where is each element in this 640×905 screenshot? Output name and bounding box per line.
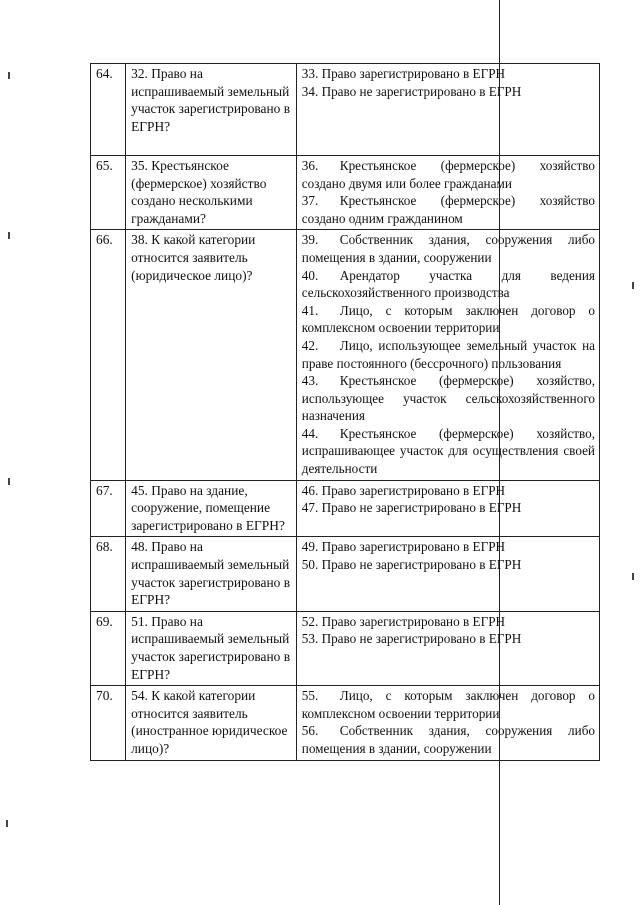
answers-cell <box>296 64 599 156</box>
answer-option: 47. Право не зарегистрировано в ЕГРН <box>301 500 522 516</box>
answer-option: 52. Право зарегистрировано в ЕГРН <box>301 613 506 629</box>
row-number: 64. <box>91 64 126 156</box>
table-row <box>91 230 600 480</box>
scan-speck <box>8 478 10 485</box>
answer-option: 49. Право зарегистрировано в ЕГРН <box>301 539 506 555</box>
answers-cell <box>296 155 599 229</box>
table-row <box>91 480 600 537</box>
answer-option: 39. Собственник здания, сооружения либо помещения в здании, сооружении <box>301 232 595 265</box>
answer-option: 33. Право зарегистрировано в ЕГРН <box>301 66 506 81</box>
scan-speck <box>632 282 634 289</box>
answer-option: 41. Лицо, с которым заключен договор о комплексном освоении территории <box>301 302 595 336</box>
answer-option: 34. Право не зарегистрировано в ЕГРН <box>301 83 522 99</box>
answer-option: 46. Право зарегистрировано в ЕГРН <box>301 482 506 498</box>
answers-cell <box>296 611 599 685</box>
question-cell: 38. К какой категории относится заявитель (юридическое лицо)? <box>126 230 297 480</box>
scan-speck <box>8 72 10 79</box>
questions-table <box>90 63 600 761</box>
answers-cell <box>296 230 599 480</box>
answer-option: 55. Лицо, с которым заключен договор о комплексном освоении территории <box>301 688 595 721</box>
scan-speck <box>6 820 8 827</box>
question-cell: 48. Право на испрашиваемый земельный участок зарегистрировано в ЕГРН? <box>126 537 297 611</box>
row-number: 68. <box>91 537 126 611</box>
scan-speck <box>8 232 10 239</box>
table-row <box>91 537 600 611</box>
row-number: 70. <box>91 686 126 760</box>
answers-cell <box>296 686 599 760</box>
table-row <box>91 686 600 760</box>
answer-option: 53. Право не зарегистрировано в ЕГРН <box>301 631 522 647</box>
answer-option: 56. Собственник здания, сооружения либо помещения в здании, сооружении <box>301 723 595 756</box>
table-row <box>91 611 600 685</box>
row-number: 65. <box>91 155 126 229</box>
row-number: 69. <box>91 611 126 685</box>
question-cell: 45. Право на здание, сооружение, помещение зарегистрировано в ЕГРН? <box>126 480 297 537</box>
answer-option: 42. Лицо, использующее земельный участок на праве постоянного (бессрочного) пользования <box>301 337 595 371</box>
question-cell: 54. К какой категории относится заявитель (иностранное юридическое лицо)? <box>126 686 297 760</box>
answer-option: 43. Крестьянское (фермерское) хозяйство, использующее участок сельскохозяйственного назначения <box>301 373 595 424</box>
question-cell: 51. Право на испрашиваемый земельный участок зарегистрировано в ЕГРН? <box>126 611 297 685</box>
answers-cell <box>296 537 599 611</box>
answer-option: 50. Право не зарегистрировано в ЕГРН <box>301 557 522 573</box>
question-cell: 35. Крестьянское (фермерское) хозяйство создано несколькими гражданами? <box>126 155 297 229</box>
answer-option: 36. Крестьянское (фермерское) хозяйство создано двумя или более гражданами <box>301 157 595 191</box>
row-number: 66. <box>91 230 126 480</box>
question-cell: 32. Право на испрашиваемый земельный участок зарегистрировано в ЕГРН? <box>126 64 297 156</box>
answer-option: 37. Крестьянское (фермерское) хозяйство создано одним гражданином <box>301 193 595 226</box>
answers-cell <box>296 480 599 537</box>
answer-option: 44. Крестьянское (фермерское) хозяйство, испрашивающее участок для осуществления своей деятельности <box>301 425 595 477</box>
table-row <box>91 155 600 229</box>
table-row <box>91 64 600 156</box>
row-number: 67. <box>91 480 126 537</box>
answer-option: 40. Арендатор участка для ведения сельскохозяйственного производства <box>301 267 595 301</box>
scan-speck <box>632 573 634 580</box>
